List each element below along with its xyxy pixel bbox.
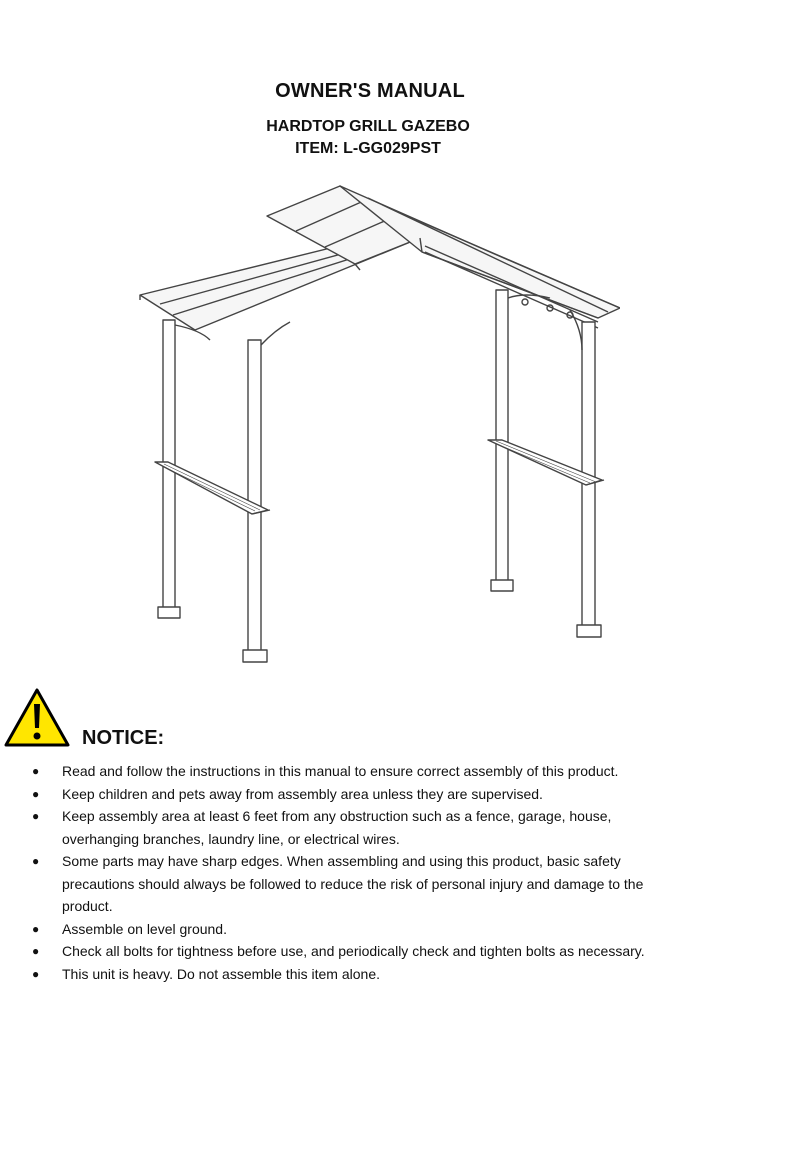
bullet-icon: ● (32, 786, 40, 801)
left-front-post (248, 340, 261, 652)
bullet-icon: ● (32, 921, 40, 936)
warning-triangle-icon (4, 688, 70, 748)
bullet-icon: ● (32, 944, 40, 958)
notice-item: ● Some parts may have sharp edges. When assembling and using this product, basic safety precautions should always be followed to reduce the risk of personal injury and damage to the product. (30, 850, 690, 918)
notice-item: ● Assemble on level ground. (30, 918, 690, 941)
notice-item: ● This unit is heavy. Do not assemble this item alone. (30, 963, 690, 986)
notice-item: ● Keep children and pets away from assembly area unless they are supervised. (30, 783, 690, 806)
notice-list (30, 760, 690, 985)
bullet-icon: ● (32, 966, 40, 981)
product-name: HARDTOP GRILL GAZEBO (266, 118, 470, 135)
notice-item: ● Check all bolts for tightness before use, and periodically check and tighten bolts as necessary. (30, 940, 690, 963)
notice-item: ● Keep assembly area at least 6 feet from any obstruction such as a fence, garage, house, overhanging branches, laundry line, or electrical wires. (30, 805, 690, 850)
manual-title: OWNER'S MANUAL (275, 80, 465, 102)
notice-item: ● Read and follow the instructions in this manual to ensure correct assembly of this product. (30, 760, 690, 783)
bullet-icon: ● (32, 764, 40, 778)
notice-heading: NOTICE: (82, 727, 165, 749)
item-code: ITEM: L-GG029PST (295, 140, 441, 157)
bullet-icon: ● (32, 854, 40, 868)
bullet-icon: ● (32, 809, 40, 823)
right-rear-post (496, 290, 508, 582)
gazebo-illustration (130, 180, 620, 670)
